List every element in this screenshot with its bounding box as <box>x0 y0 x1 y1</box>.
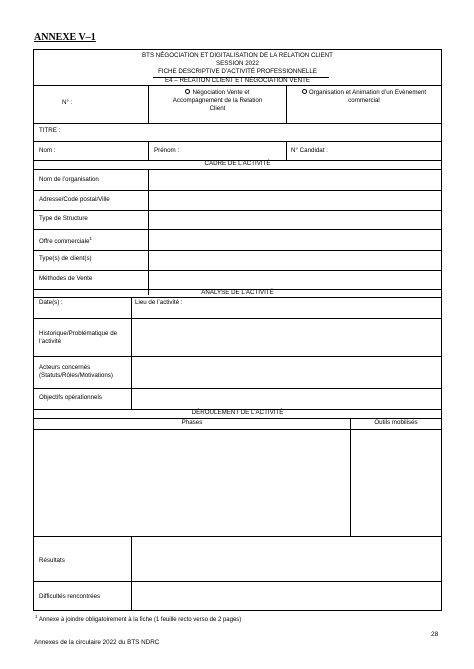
acteurs-line-2: (Statuts/Rôles/Motivations) <box>39 372 113 379</box>
row-divider <box>34 229 441 230</box>
numero-label: N° : <box>62 99 73 106</box>
row-divider <box>34 297 441 298</box>
col-divider <box>131 297 132 318</box>
header-line-2: SESSION 2022 <box>216 60 259 67</box>
col-divider <box>286 141 287 160</box>
header-line-1: BTS NÉGOCIATION ET DIGITALISATION DE LA RELATION CLIENT <box>142 52 333 59</box>
col-divider <box>131 536 132 610</box>
header-line-3: FICHE DESCRIPTIVE D’ACTIVITÉ PROFESSIONNELLE <box>158 68 317 75</box>
footnote-mark: 1 <box>35 614 38 619</box>
radio-negociation[interactable] <box>185 89 190 94</box>
organisation-label: Nom de l’organisation <box>39 176 99 183</box>
row-divider <box>34 250 441 251</box>
row-divider <box>34 141 441 142</box>
option-negociation[interactable] <box>149 89 286 97</box>
phases-header: Phases <box>181 419 203 426</box>
historique-line-1: Historique/Problématique de <box>39 330 118 337</box>
outils-header: Outils mobilisés <box>374 419 418 426</box>
row-divider <box>34 190 441 191</box>
annex-title: ANNEXE V–1 <box>34 32 96 43</box>
header-line-4: E4 – RELATION CLIENT ET NÉGOCIATION VENTE <box>165 77 310 84</box>
methodes-label: Méthodes de Vente <box>39 275 93 282</box>
radio-evenement[interactable] <box>302 89 307 94</box>
row-divider <box>34 536 441 537</box>
offre-text: Offre commerciale <box>39 238 90 246</box>
numero-candidat-label: N° Candidat : <box>291 147 328 154</box>
option-negociation-line2: Accompagnement de la Relation <box>172 97 263 104</box>
row-divider <box>34 123 441 124</box>
row-divider <box>34 85 441 86</box>
adresse-label: Adresse/Code postal/Ville <box>39 196 110 203</box>
row-divider <box>34 210 441 211</box>
activity-form <box>33 49 442 611</box>
col-divider <box>148 141 149 160</box>
resultats-label: Résultats <box>39 557 65 564</box>
nom-label: Nom : <box>39 147 56 154</box>
structure-label: Type de Structure <box>39 215 88 222</box>
col-divider <box>131 318 132 409</box>
analyse-heading: ANALYSE DE L’ACTIVITÉ <box>201 289 274 296</box>
footnote-text: Annexe à joindre obligatoirement à la fiche (1 feuille recto verso de 2 pages) <box>37 617 242 623</box>
option-evenement[interactable] <box>287 89 441 97</box>
row-divider <box>34 581 441 582</box>
row-divider <box>34 429 441 430</box>
option-negociation-line1: Négociation Vente et <box>192 89 250 96</box>
footnote <box>35 614 241 623</box>
acteurs-line-1: Acteurs concernés <box>39 364 91 371</box>
option-negociation-line3: Client <box>209 105 226 112</box>
historique-line-2: l’activité <box>39 338 62 345</box>
col-divider <box>148 169 149 295</box>
option-evenement-line1: Organisation et Animation d’un Evènement <box>308 89 427 96</box>
dates-label: Date(s) : <box>39 299 63 306</box>
row-divider <box>34 169 441 170</box>
row-divider <box>34 388 441 389</box>
clients-label: Type(s) de client(s) <box>39 255 92 262</box>
row-divider <box>34 318 441 319</box>
page-number: 28 <box>431 631 439 638</box>
prenom-label: Prénom : <box>154 147 180 154</box>
difficultes-label: Difficultés rencontrées <box>39 593 101 600</box>
row-divider <box>34 270 441 271</box>
footer-text: Annexes de la circulaire 2022 du BTS NDRC <box>34 639 160 646</box>
titre-label: TITRE : <box>39 127 61 134</box>
lieu-label: Lieu de l’activité : <box>135 299 183 306</box>
objectifs-label: Objectifs opérationnels <box>39 394 102 401</box>
cadre-heading: CADRE DE L’ACTIVITÉ <box>204 160 271 167</box>
offre-label <box>39 235 92 246</box>
offre-note: 1 <box>89 236 92 241</box>
row-divider <box>34 356 441 357</box>
deroulement-heading: DÉROULEMENT DE L’ACTIVITÉ <box>191 409 284 416</box>
option-evenement-line2: commercial <box>348 97 380 104</box>
col-divider <box>350 418 351 536</box>
